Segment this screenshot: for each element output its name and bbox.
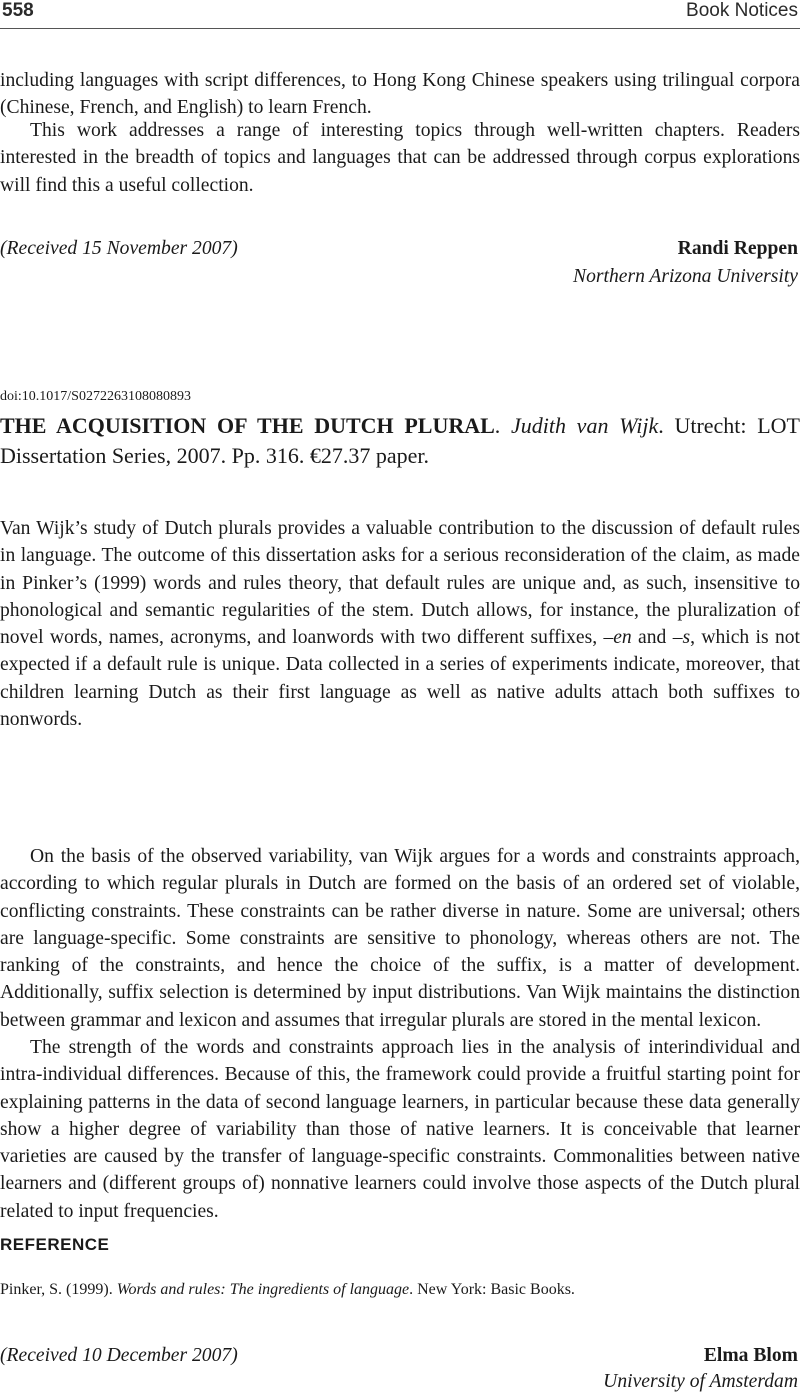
reference-publisher: . New York: Basic Books.	[409, 1281, 575, 1298]
review1-received-date: (Received 15 November 2007)	[0, 238, 238, 259]
review1-paragraph-1: including languages with script differences, to Hong Kong Chinese speakers using trilingual corpora (Chinese, French, and English) to learn French.	[0, 70, 800, 119]
suffix-en: –en	[603, 627, 632, 649]
reference-title: Words and rules: The ingredients of language	[116, 1281, 410, 1298]
review2-signature	[0, 1342, 800, 1370]
review2-reviewer-name: Elma Blom	[703, 1345, 798, 1366]
reference-authors: Pinker, S. (1999).	[0, 1281, 117, 1298]
review2-paragraph-1	[0, 515, 800, 733]
review2-affiliation: University of Amsterdam	[603, 1371, 798, 1392]
header-rule	[0, 28, 800, 29]
reference-entry	[0, 1279, 800, 1301]
section-title: Book Notices	[686, 0, 798, 21]
review2-received-date: (Received 10 December 2007)	[0, 1345, 238, 1366]
book-heading: THE ACQUISITION OF THE DUTCH PLURAL. Judith van Wijk. Utrecht: LOT Dissertation Series, 2007. Pp. 316. €27.37 paper.	[0, 413, 800, 468]
page-number: 558	[2, 0, 34, 21]
review1-affiliation: Northern Arizona University	[573, 266, 798, 287]
review2-paragraph-3: The strength of the words and constraints approach lies in the analysis of interindividual and intra-individual differences. Because of this, the framework could provide a fruitful starting point for explaining patterns in the data of second language learners, in particular because these data generally show a higher degree of variability than those of native learners. It is conceivable that learner varieties are caused by the transfer of language-specific constraints. Commonalities between native learners and (different groups of) nonnative learners could involve those aspects of the Dutch plural related to input frequencies.	[0, 1037, 800, 1222]
book-details: Utrecht: LOT Dissertation Series, 2007. Pp. 316. €27.37 paper.	[0, 413, 800, 468]
book-author: Judith van Wijk	[511, 413, 659, 438]
review1-signature	[0, 235, 800, 263]
review2-paragraph-1-part-a: Van Wijk’s study of Dutch plurals provides a valuable contribution to the discussion of default rules in language. The outcome of this dissertation asks for a serious reconsideration of the claim, as made in Pinker’s (1999) words and rules theory, that default rules are unique and, as such, insensitive to phonological and semantic regularities of the stem. Dutch allows, for instance, the pluralization of novel words, names, acronyms, and loanwords with two different suffixes,	[0, 518, 800, 649]
review1-reviewer-name: Randi Reppen	[677, 238, 798, 259]
review2-paragraph-1-part-b: , which is not expected if a default rule is unique. Data collected in a series of experiments indicate, moreover, that children learning Dutch as their first language as well as native adults attach both suffixes to nonwords.	[0, 627, 800, 731]
review2-paragraph-2: On the basis of the observed variability, van Wijk argues for a words and constraints approach, according to which regular plurals in Dutch are formed on the basis of an ordered set of violable, conflicting constraints. These constraints can be rather diverse in nature. Some are universal; others are language-specific. Some constraints are sensitive to phonology, whereas others are not. The ranking of the constraints, and hence the choice of the suffix, is a matter of development. Additionally, suffix selection is determined by input distributions. Van Wijk maintains the distinction between grammar and lexicon and assumes that irregular plurals are stored in the mental lexicon.	[0, 846, 800, 1031]
review2-paragraph-1-and: and	[631, 627, 673, 649]
reference-heading: REFERENCE	[0, 1235, 110, 1254]
review1-paragraph-2: This work addresses a range of interesting topics through well-written chapters. Readers interested in the breadth of topics and languages that can be addressed through corpus explorations will find this a useful collection.	[0, 120, 800, 196]
doi: doi:10.1017/S0272263108080893	[0, 389, 191, 404]
running-header	[0, 0, 800, 26]
suffix-s: –s	[672, 627, 691, 649]
book-title: THE ACQUISITION OF THE DUTCH PLURAL	[0, 413, 495, 438]
